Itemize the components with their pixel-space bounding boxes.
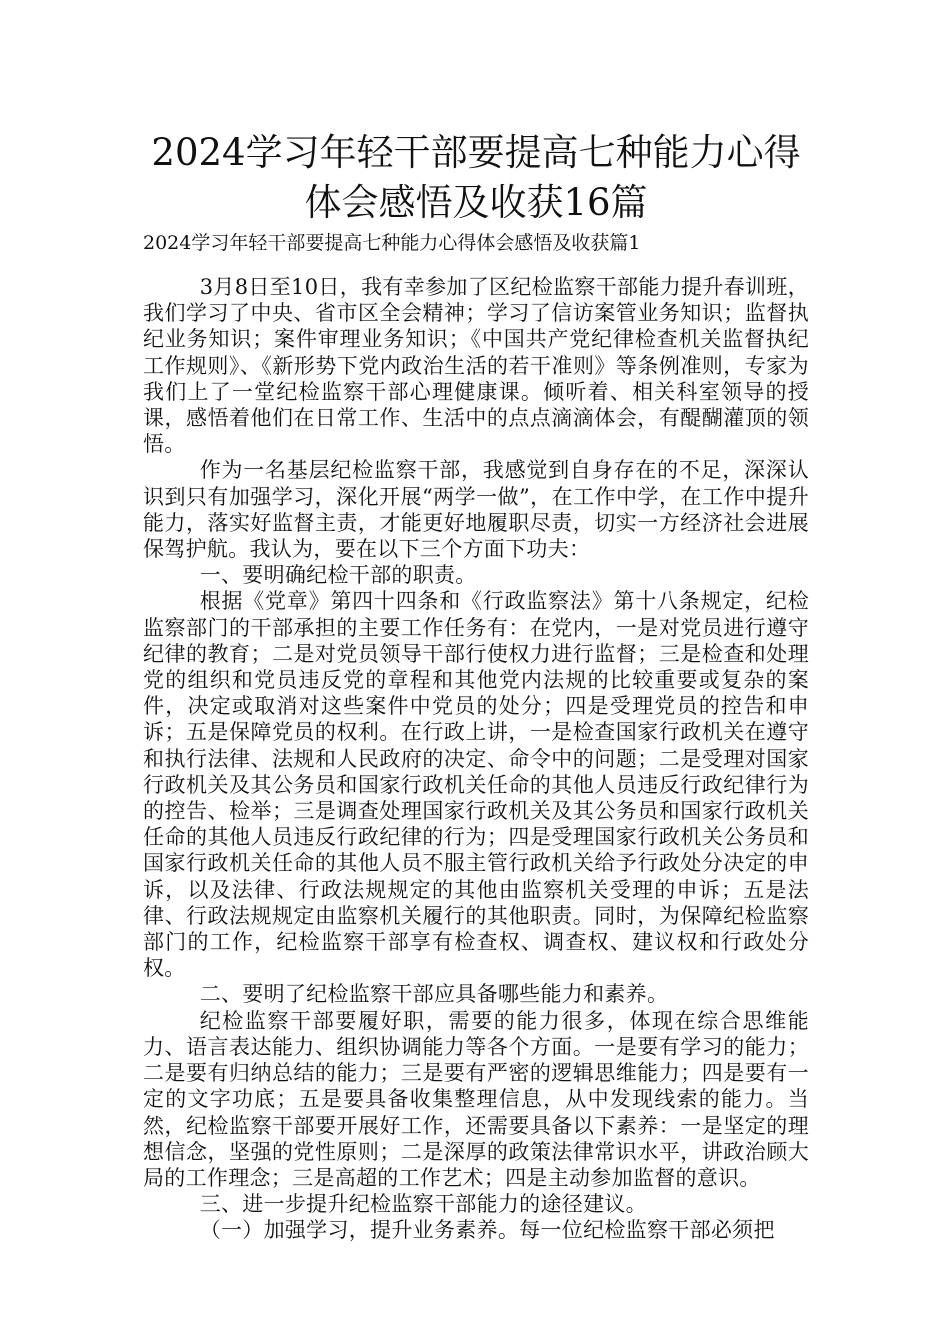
paragraph-3: 根据《党章》第四十四条和《行政监察法》第十八条规定，纪检监察部门的干部承担的主要工作任务有：在党内，一是对党员进行遵守纪律的教育；二是对党员领导干部行使权力进行监督；三是检查和处理党的组织和党员违反党的章程和其他党内法规的比较重要或复杂的案件，决定或取消对这些案件中党员的处分；四是受理党员的控告和申诉；五是保障党员的权利。在行政上讲，一是检查国家行政机关在遵守和执行法律、法规和人民政府的决定、命令中的问题；二是受理对国家行政机关及其公务员和国家行政机关任命的其他人员违反行政纪律行为的控告、检举；三是调查处理国家行政机关及其公务员和国家行政机关任命的其他人员违反行政纪律的行为；四是受理国家行政机关公务员和国家行政机关任命的其他人员不服主管行政机关给予行政处分决定的申诉，以及法律、行政法规规定的其他由监察机关受理的申诉；五是法律、行政法规规定由监察机关履行的其他职责。同时，为保障纪检监察部门的工作，纪检监察干部享有检查权、调查权、建议权和行政处分权。 <box>143 589 809 981</box>
paragraph-4: 纪检监察干部要履好职，需要的能力很多，体现在综合思维能力、语言表达能力、组织协调能力等各个方面。一是要有学习的能力；二是要有归纳总结的能力；三是要有严密的逻辑思维能力；四是要有一定的文字功底；五是要具备收集整理信息，从中发现线索的能力。当然，纪检监察干部要开展好工作，还需要具备以下素养：一是坚定的理想信念，坚强的党性原则；二是深厚的政策法律常识水平，讲政治顾大局的工作理念；三是高超的工作艺术；四是主动参加监督的意识。 <box>143 1008 809 1190</box>
heading-2: 二、要明了纪检监察干部应具备哪些能力和素养。 <box>199 982 669 1007</box>
paragraph-5: （一）加强学习，提升业务素养。每一位纪检监察干部必须把 <box>199 1218 775 1243</box>
section-subtitle: 2024学习年轻干部要提高七种能力心得体会感悟及收获篇1 <box>143 232 641 254</box>
heading-1: 一、要明确纪检干部的职责。 <box>199 563 477 588</box>
heading-3: 三、进一步提升纪检监察干部能力的途径建议。 <box>199 1192 647 1217</box>
document-page <box>143 128 809 1244</box>
paragraph-2: 作为一名基层纪检监察干部，我感觉到自身存在的不足，深深认识到只有加强学习，深化开展“两学一做”，在工作中学，在工作中提升能力，落实好监督主责，才能更好地履职尽责，切实一方经济社会进展保驾护航。我认为，要在以下三个方面下功夫： <box>143 458 809 562</box>
paragraph-1: 3月8日至10日，我有幸参加了区纪检监察干部能力提升春训班，我们学习了中央、省市区全会精神；学习了信访案管业务知识；监督执纪业务知识；案件审理业务知识；《中国共产党纪律检查机关监督执纪工作规则》、《新形势下党内政治生活的若干准则》等条例准则，专家为我们上了一堂纪检监察干部心理健康课。倾听着、相关科室领导的授课，感悟着他们在日常工作、生活中的点点滴滴体会，有醍醐灌顶的领悟。 <box>143 275 809 457</box>
document-title: 2024学习年轻干部要提高七种能力心得体会感悟及收获16篇 <box>151 131 801 224</box>
